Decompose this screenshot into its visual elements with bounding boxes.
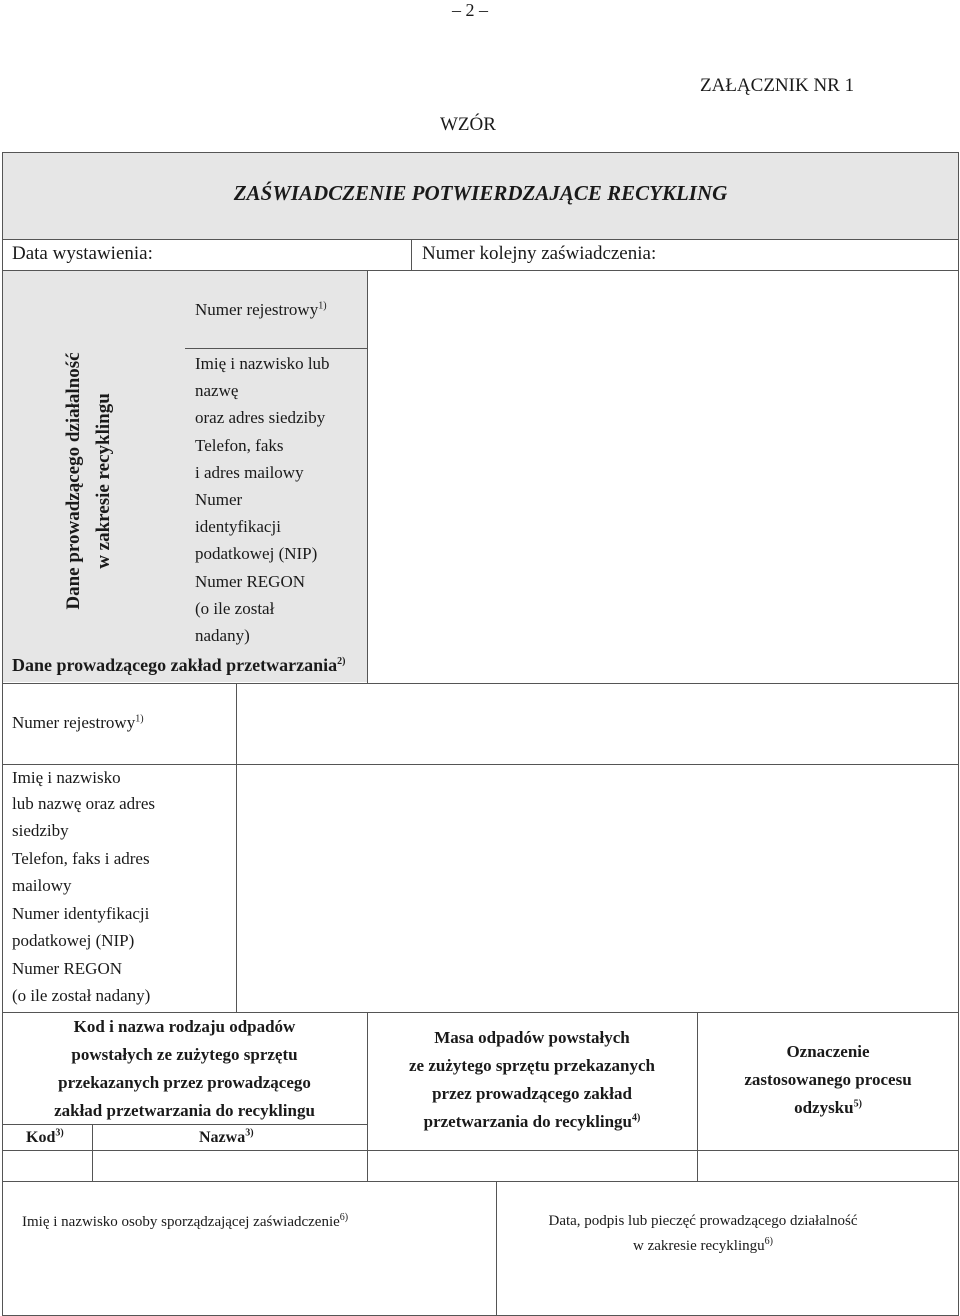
- s1-regon-line3: nadany): [195, 626, 250, 645]
- name-column-header: Nazwa$^{3)}$: [199, 1127, 254, 1146]
- s1-nip-line3: podatkowej (NIP): [195, 544, 318, 563]
- recovery-header-line3: odzysku$^{5)}$: [794, 1098, 862, 1117]
- form-title: ZAŚWIADCZENIE POTWIERDZAJĄCE RECYKLING: [233, 181, 728, 205]
- s2-registry-label: Numer rejestrowy$^{1)}$: [12, 713, 144, 732]
- preparer-signature-label: Imię i nazwisko osoby sporządzającej zaświadczenie$^{6)}$: [22, 1212, 349, 1230]
- operator-signature-line1: Data, podpis lub pieczęć prowadzącego działalność: [548, 1213, 858, 1229]
- s1-phone-line2: i adres mailowy: [195, 463, 304, 482]
- s1-registry-label: Numer rejestrowy$^{1)}$: [195, 300, 327, 319]
- s1-name-line3: oraz adres siedziby: [195, 408, 326, 427]
- serial-number-label: Numer kolejny zaświadczenia:: [422, 243, 657, 264]
- annex-label: ZAŁĄCZNIK NR 1: [700, 75, 855, 96]
- operator-signature-line2: w zakresie recyklingu$^{6)}$: [633, 1236, 773, 1254]
- recovery-process-header: [697, 1038, 959, 1122]
- waste-header-line1: Kod i nazwa rodzaju odpadów: [73, 1017, 296, 1036]
- s1-name-line2: nazwę: [195, 381, 239, 400]
- s2-phone-line1: Telefon, faks i adres: [12, 849, 150, 868]
- s2-regon-line2: (o ile został nadany): [12, 986, 151, 1005]
- code-column-header: Kod$^{3)}$: [26, 1127, 64, 1146]
- recovery-header-line1: Oznaczenie: [786, 1042, 870, 1061]
- waste-header-line2: powstałych ze zużytego sprzętu: [71, 1045, 298, 1064]
- s1-regon-line2: (o ile został: [195, 599, 275, 618]
- section2-heading: Dane prowadzącego zakład przetwarzania$^{2)}$: [12, 655, 346, 675]
- s2-phone-line2: mailowy: [12, 876, 72, 895]
- waste-header-line4: zakład przetwarzania do recyklingu: [54, 1101, 315, 1120]
- mass-header-line4: przetwarzania do recyklingu$^{4)}$: [423, 1112, 641, 1131]
- recovery-header-line2: zastosowanego procesu: [744, 1070, 912, 1089]
- mass-header-line2: ze zużytego sprzętu przekazanych: [409, 1056, 655, 1075]
- operator-signature-label: [496, 1209, 910, 1259]
- s1-regon-line1: Numer REGON: [195, 572, 306, 591]
- s1-nip-line1: Numer: [195, 490, 243, 509]
- section1-vertical-heading: [59, 301, 121, 661]
- mass-header-line1: Masa odpadów powstałych: [434, 1028, 630, 1047]
- s1-name-line1: Imię i nazwisko lub: [195, 354, 330, 373]
- vertical-heading-line2: w zakresie recyklingu: [93, 393, 114, 569]
- vertical-heading-line1: Dane prowadzącego działalność: [63, 352, 84, 610]
- page-number: – 2 –: [452, 0, 488, 20]
- s2-nip-line2: podatkowej (NIP): [12, 931, 135, 950]
- section1-background: [2, 270, 367, 682]
- s2-name-line3: siedziby: [12, 821, 69, 840]
- s2-name-line2: lub nazwę oraz adres: [12, 794, 156, 813]
- s1-phone-line1: Telefon, faks: [195, 436, 284, 455]
- s2-regon-line1: Numer REGON: [12, 959, 123, 978]
- mass-header-line3: przez prowadzącego zakład: [432, 1084, 632, 1103]
- mass-column-header: [367, 1024, 697, 1136]
- waste-code-name-header: [2, 1013, 367, 1125]
- s2-name-line1: Imię i nazwisko: [12, 768, 121, 787]
- waste-header-line3: przekazanych przez prowadzącego: [58, 1073, 311, 1092]
- template-label: WZÓR: [440, 114, 496, 135]
- issue-date-label: Data wystawienia:: [12, 243, 153, 264]
- s2-nip-line1: Numer identyfikacji: [12, 904, 150, 923]
- s1-nip-line2: identyfikacji: [195, 517, 281, 536]
